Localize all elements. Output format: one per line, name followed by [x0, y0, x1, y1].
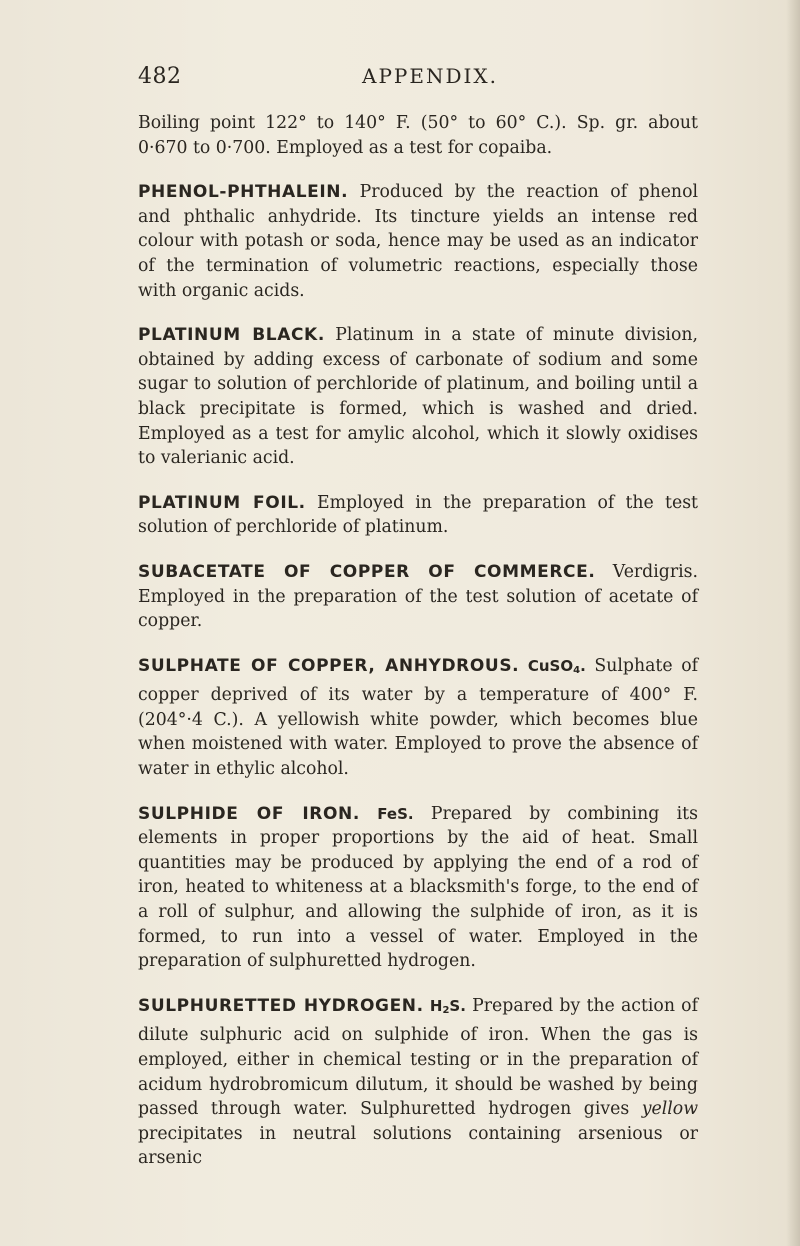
entry-term: PLATINUM FOIL. [138, 492, 306, 513]
running-head: APPENDIX. [362, 64, 498, 88]
chemical-formula: CuSO$_4$. [527, 656, 586, 676]
chemical-formula: $H_2S$. [429, 996, 466, 1016]
entry-term: SUBACETATE OF COPPER OF COMMERCE. [138, 561, 596, 582]
entry-body: Employed in the preparation of the test solution of perchloride of platinum. [138, 492, 699, 538]
entry-platinum-black [138, 323, 698, 471]
entry-term: PLATINUM BLACK. [138, 325, 325, 346]
entry-term: SULPHURETTED HYDROGEN. [138, 995, 424, 1016]
entry-term: SULPHATE OF COPPER, ANHYDROUS. [138, 655, 520, 676]
page-content [138, 111, 698, 1171]
entry-term: PHENOL-PHTHALEIN. [138, 182, 349, 203]
entry-body: Prepared by the action of dilute sulphuric acid on sulphide of iron. When the gas is employed, either in chemical testing or in the preparation of acidum hydrobromicum dilutum, it should be washed by being passed through water. Sulphuretted hydrogen gives [138, 995, 698, 1120]
page-header [138, 64, 698, 94]
page-edge-shadow [786, 0, 800, 1246]
intro-paragraph: Boiling point 122° to 140° F. (50° to 60° C.). Sp. gr. about 0·670 to 0·700. Employed as a test for copaiba. [138, 113, 698, 158]
entry-sulphuretted-hydrogen [138, 994, 698, 1171]
chemical-formula: FeS. [377, 804, 414, 823]
entry-term: SULPHIDE OF IRON. [138, 803, 360, 824]
entry-body: Verdigris. Employed in the preparation of the test solution of acetate of copper. [138, 561, 698, 632]
entry-body: Produced by the reaction of phenol and phthalic anhydride. Its tincture yields an intense red colour with potash or soda, hence may be used as an indicator of the termination of volumetric reactions, especially those with organic acids. [138, 182, 698, 301]
entry-body: Prepared by combining its elements in proper proportions by the aid of heat. Small quantities may be produced by applying the end of a rod of iron, heated to whiteness at a blacksmith's forge, to the end of a roll of sulphur, and allowing the sulphide of iron, as it is formed, to run into a vessel of water. Employed in the preparation of sulphuretted hydrogen. [138, 803, 698, 972]
entry-phenol-phthalein [138, 180, 698, 303]
entry-body: Sulphate of copper deprived of its water by a temperature of 400° F. (204°·4 C.). A yellowish white powder, which becomes blue when moistened with water. Employed to prove the absence of water in ethylic alcohol. [138, 655, 698, 780]
page-number: 482 [138, 64, 182, 89]
entry-subacetate-of-copper [138, 560, 698, 634]
entry-sulphate-of-copper [138, 654, 698, 782]
entry-sulphide-of-iron [138, 802, 698, 974]
entry-body: Platinum in a state of minute division, obtained by adding excess of carbonate of sodium and some sugar to solution of perchloride of platinum, and boiling until a black precipitate is formed, which is washed and dried. Employed as a test for amylic alcohol, which it slowly oxidises to valerianic acid. [138, 325, 698, 469]
entry-platinum-foil [138, 491, 698, 540]
entry-body-end: precipitates in neutral solutions containing arsenious or arsenic [138, 1123, 698, 1169]
entry-body-italic: yellow [641, 1099, 699, 1120]
